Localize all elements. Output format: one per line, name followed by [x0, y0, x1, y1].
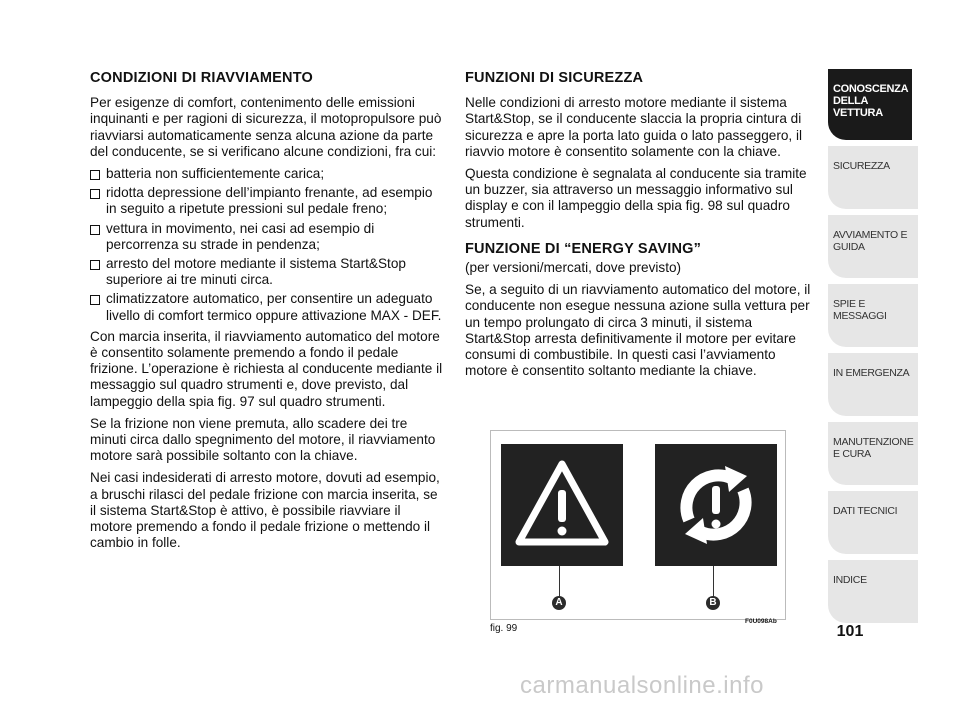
chapter-sidebar [828, 69, 918, 629]
energy-saving-heading: FUNZIONE DI “ENERGY SAVING” [465, 240, 702, 257]
paragraph: Se, a seguito di un riavviamento automatico del motore, il conducente non esegue nessuna azione sulla vettura per un tempo prolungato di circa 3 minuti, il sistema Start&Stop arresta definitivamente il motore per evitare consumi di combustibile. In questi casi l’avviamento motore è consentito soltanto mediante la chiave. [465, 282, 811, 379]
list-item: ridotta depressione dell’impianto frenante, ad esempio in seguito a ripetute pressioni sul pedale freno; [90, 185, 446, 217]
checkbox-bullet-icon [90, 189, 100, 199]
restart-conditions-list [90, 166, 446, 324]
tab-sicurezza[interactable]: SICUREZZA [828, 146, 918, 209]
checkbox-bullet-icon [90, 260, 100, 270]
restart-intro: Per esigenze di comfort, contenimento delle emissioni inquinanti e per ragioni di sicurezza, il motopropulsore può riavviarsi automaticamente senza alcuna azione da parte del conducente, se si verificano alcune condizioni, fra cui: [90, 95, 442, 159]
tab-indice[interactable]: INDICE [828, 560, 918, 623]
figure-99 [490, 430, 786, 620]
restart-conditions-heading: CONDIZIONI DI RIAVVIAMENTO [90, 70, 313, 86]
energy-saving-subtitle: (per versioni/mercati, dove previsto) [465, 260, 682, 276]
left-column [90, 70, 446, 557]
page-number: 101 [836, 623, 864, 640]
leader-line-b [713, 566, 714, 599]
paragraph: Questa condizione è segnalata al conducente sia tramite un buzzer, sia attraverso un messaggio informativo sul display e con il lampeggio della spia fig. 98 sul quadro strumenti. [465, 166, 807, 230]
leader-line-a [559, 566, 560, 599]
tab-spie-e-messaggi[interactable]: SPIE E MESSAGGI [828, 284, 918, 347]
marker-b: B [706, 596, 720, 610]
paragraph: Con marcia inserita, il riavviamento automatico del motore è consentito solamente premendo a fondo il pedale frizione. L’operazione è richiesta al conducente mediante il messaggio sul quadro strumenti e, dove previsto, dal lampeggio della spia fig. 97 sul quadro strumenti. [90, 328, 443, 409]
list-item: arresto del motore mediante il sistema Start&Stop superiore ai tre minuti circa. [90, 256, 446, 288]
checkbox-bullet-icon [90, 295, 100, 305]
tab-avviamento-e-guida[interactable]: AVVIAMENTO E GUIDA [828, 215, 918, 278]
checkbox-bullet-icon [90, 170, 100, 180]
paragraph: Se la frizione non viene premuta, allo scadere dei tre minuti circa dallo spegnimento del motore, il riavviamento motore sarà possibile soltanto con la chiave. [90, 415, 436, 464]
figure-code: F0U098Ab [745, 618, 777, 625]
paragraph: Nei casi indesiderati di arresto motore, dovuti ad esempio, a bruschi rilasci del pedale frizione con marcia inserita, se il sistema Start&Stop è attivo, è possibile riavviare il motore premendo a fondo il pedale frizione o mettendo il cambio in folle. [90, 470, 440, 551]
start-stop-warning-icon [655, 444, 777, 566]
figure-caption: fig. 99 [490, 623, 518, 634]
checkbox-bullet-icon [90, 225, 100, 235]
warning-triangle-icon [501, 444, 623, 566]
tab-dati-tecnici[interactable]: DATI TECNICI [828, 491, 918, 554]
right-column [465, 70, 817, 385]
list-item: climatizzatore automatico, per consentire un adeguato livello di comfort termico oppure attivazione MAX - DEF. [90, 291, 446, 323]
watermark: carmanualsonline.info [520, 672, 764, 699]
tab-in-emergenza[interactable]: IN EMERGENZA [828, 353, 918, 416]
list-item: vettura in movimento, nei casi ad esempio di percorrenza su strade in pendenza; [90, 221, 446, 253]
tab-conoscenza-della-vettura[interactable]: CONOSCENZA DELLA VETTURA [828, 69, 912, 140]
tab-manutenzione-e-cura[interactable]: MANUTENZIONE E CURA [828, 422, 918, 485]
safety-functions-heading: FUNZIONI DI SICUREZZA [465, 70, 644, 86]
list-item: batteria non sufficientemente carica; [90, 166, 446, 182]
marker-a: A [552, 596, 566, 610]
paragraph: Nelle condizioni di arresto motore mediante il sistema Start&Stop, se il conducente slaccia la propria cintura di sicurezza e apre la porta lato guida o lato passeggero, il riavvio motore è consentito solamente con la chiave. [465, 95, 803, 159]
